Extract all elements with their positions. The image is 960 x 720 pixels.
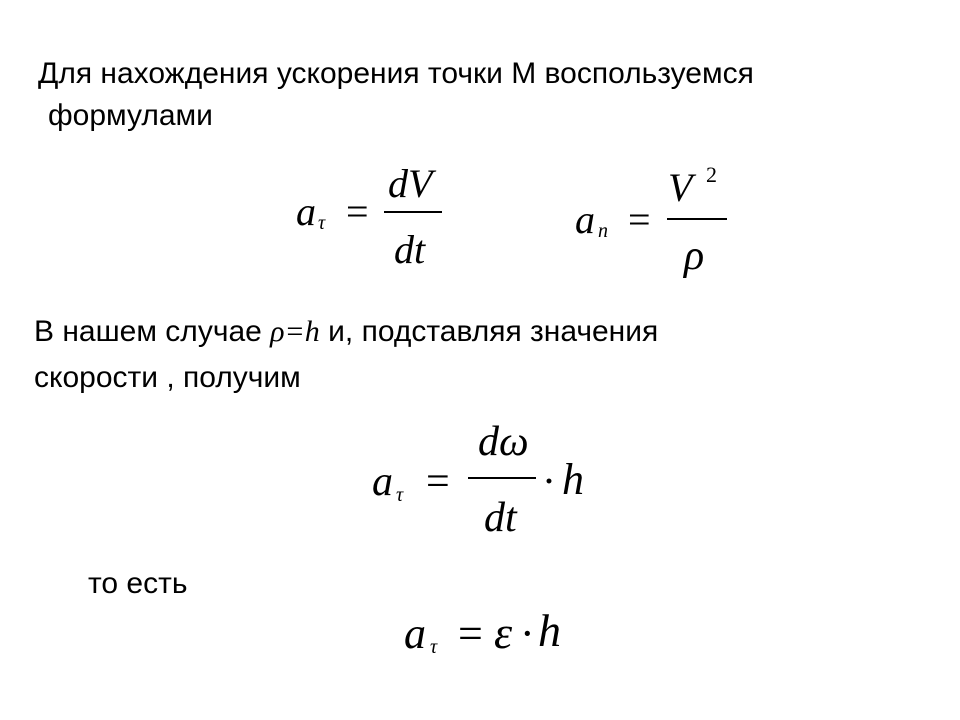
formula-normal-numerator: V [668, 165, 693, 210]
formula-final-factor: h [538, 605, 561, 656]
formula-result-sub: τ [396, 484, 404, 506]
formula-tangential-lhs: a [296, 189, 316, 234]
formula-final-times: · [520, 609, 535, 658]
formula-normal-fraction-bar [667, 218, 727, 220]
case-line-1 [34, 314, 658, 350]
case-line-1-post: и, подставляя значения [319, 315, 659, 348]
formula-normal-denominator: ρ [684, 233, 705, 279]
formula-tangential-sub: τ [318, 212, 326, 234]
formula-final-epsilon: ε [494, 607, 513, 658]
point-variable: M [511, 57, 537, 90]
formula-result-equals: = [426, 459, 450, 505]
formula-tangential-denominator: dt [394, 227, 426, 272]
formula-final-lhs: a [404, 609, 426, 658]
formula-result-denominator: dt [484, 495, 517, 541]
intro-line-1 [38, 56, 754, 92]
case-line-1-math: ρ=h [270, 315, 320, 348]
formula-tangential-numerator: dV [388, 161, 433, 206]
formula-normal-lhs: a [575, 197, 595, 242]
formula-final-sub: τ [430, 636, 438, 658]
formula-final-equals: = [458, 609, 483, 658]
intro-line-2: формулами [48, 99, 213, 132]
intro-line-1-pre: Для нахождения ускорения точки [38, 57, 512, 90]
that-is-text: то есть [88, 567, 188, 600]
formula-normal-sub: n [598, 220, 608, 242]
formula-result-fraction-bar [468, 477, 536, 479]
intro-line-1-post: воспользуемся [536, 57, 754, 90]
formula-result-factor: h [562, 455, 584, 504]
case-line-1-pre: В нашем случае [34, 315, 271, 348]
formula-result-numerator: dω [478, 419, 529, 465]
case-line-2: скорости , получим [34, 361, 301, 394]
formula-result-times: · [542, 459, 556, 505]
formula-normal-equals: = [628, 197, 651, 242]
formula-result-lhs: a [372, 459, 393, 505]
formula-tangential-fraction-bar [384, 211, 442, 213]
formula-normal-exponent: 2 [706, 162, 717, 187]
formula-tangential-equals: = [346, 189, 369, 234]
